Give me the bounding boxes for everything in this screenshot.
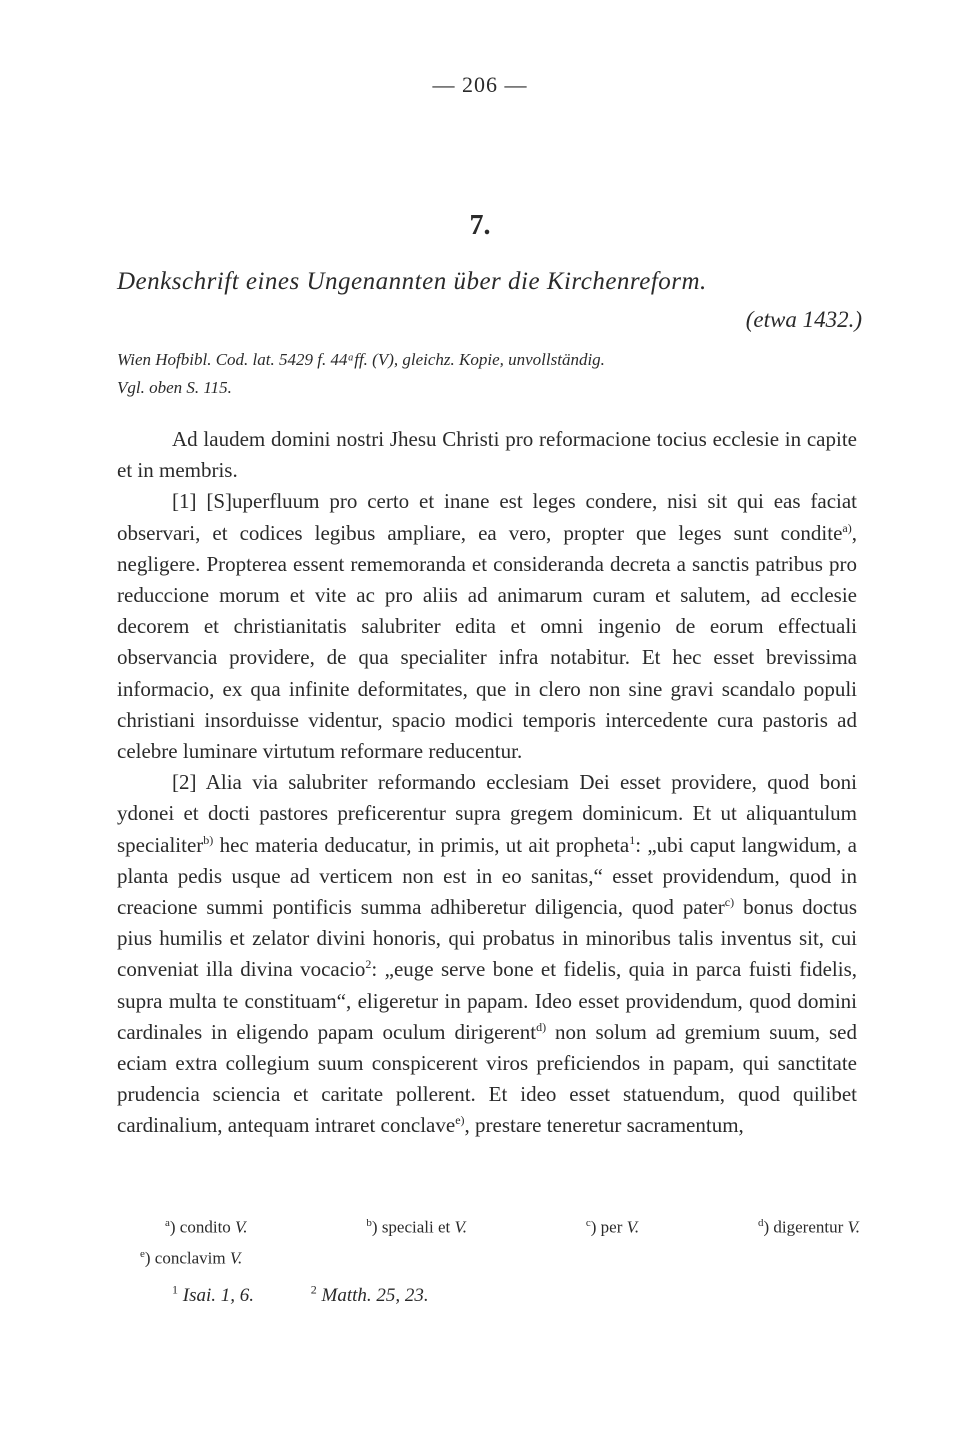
footnote-row-2 (140, 1241, 860, 1272)
p2-text-b: hec materia deducatur, in primis, ut ait propheta (213, 832, 630, 857)
page-number: — 206 — (432, 72, 528, 97)
reference-footnotes (172, 1283, 481, 1307)
footnote-a-source: V. (235, 1217, 248, 1237)
p2-text-f: non solum ad gremium suum, sed eciam extra collegium suum conspicerent viros preficiendos in papam, qui sanctitate prudencia sciencia et caritate pollerent. Et ideo esset statuendum, quod quilibet cardinalium, antequam intraret conclave (117, 1019, 857, 1138)
footnote-a-text: ) condito (169, 1217, 236, 1237)
source-note (117, 346, 867, 402)
reference-1-text: Isai. 1, 6. (178, 1285, 254, 1307)
reference-2-text: Matth. 25, 23. (316, 1285, 429, 1307)
footnote-mark-d: d) (536, 1019, 547, 1034)
document-date: (etwa 1432.) (745, 307, 862, 332)
p1-text-b: , negligere. Propterea essent rememoranda et consideranda decreta a sanctis patribus pro reduccione morum et vite ac pro aliis ad animarum curam et salutem, ad ecclesie decorem et christianitatis salubriter edita et omni ingenio de eorum effectuali observancia providere, de qua specialiter infra notabitur. Et hec esset brevissima informacio, ex qua infinite deformitates, que in clero non sine gravi scandalo populi christiani insorduisse videntur, spacio modici temporis intercedente cura pastoris ad celebre luminare virtutum reformare reducentur. (117, 520, 857, 764)
footnote-c-text: ) per (590, 1217, 627, 1237)
document-number: 7. (469, 210, 491, 241)
paragraph-1 (117, 486, 857, 767)
footnote-d (758, 1210, 860, 1241)
reference-mark-1: 1 (629, 832, 636, 847)
reference-1 (172, 1285, 254, 1306)
reference-mark-2: 2 (365, 957, 372, 972)
footnote-b-source: V. (454, 1217, 467, 1237)
footnote-d-text: ) digerentur (763, 1217, 848, 1237)
footnote-d-source: V. (847, 1217, 860, 1237)
p2-text-e: : „euge serve bone et fidelis, quia in parca fuisti fidelis, supra multa te constituam“, eligeretur in papam. Ideo esset providendum, quod domini cardinales in eligendo papam oculum dirigerent (117, 957, 857, 1044)
footnote-c-source: V. (626, 1217, 640, 1237)
body-text (117, 424, 857, 1142)
reference-2 (311, 1285, 429, 1306)
footnote-d-mark: d (758, 1217, 764, 1229)
footnote-e (140, 1241, 242, 1272)
footnote-b (366, 1210, 467, 1241)
footnote-e-mark: e (140, 1247, 145, 1260)
footnote-e-text: ) conclavim (144, 1248, 230, 1268)
p2-text-a: [2] Alia via salubriter reformando ecclesiam Dei esset providere, quod boni ydonei et docti pastores preficerentur supra gregem dominicum. Et ut aliquantulum specialiter (117, 770, 857, 857)
source-line-1: Wien Hofbibl. Cod. lat. 5429 f. 44ᵃff. (V), gleichz. Kopie, unvollständig. (117, 350, 605, 369)
footnote-a (165, 1210, 248, 1241)
document-title: Denkschrift eines Ungenannten über die Kirchenreform. (117, 268, 707, 295)
reference-2-mark: 2 (310, 1283, 317, 1297)
footnote-mark-a: a) (842, 520, 852, 535)
p2-text-g: , prestare teneretur sacramentum, (464, 1113, 744, 1138)
p2-text-d: bonus doctus pius humilis et zelator divini honoris, qui probatus in minoribus talis inventus sit, cui conveniat illa divina vocacio (117, 895, 857, 982)
footnote-row-1 (140, 1210, 860, 1241)
textual-footnotes (140, 1210, 860, 1271)
p1-text-a: [1] [S]uperfluum pro certo et inane est leges condere, nisi sit qui eas faciat observari, et codices legibus ampliare, ea vero, propter que leges sunt condite (117, 489, 857, 545)
footnote-e-source: V. (229, 1248, 243, 1268)
footnote-mark-c: c) (724, 895, 735, 910)
footnote-b-mark: b (366, 1217, 372, 1229)
footnote-mark-e: e) (455, 1113, 465, 1128)
footnote-c (586, 1210, 639, 1241)
intro-paragraph: Ad laudem domini nostri Jhesu Christi pro reformacione tocius ecclesie in capite et in membris. (117, 427, 857, 483)
p2-text-c: : „ubi caput langwidum, a planta pedis usque ad verticem non est in eo sanitas,“ esset providendum, quod in creacione summi pontificis summa adhiberetur diligencia, quod pater (117, 832, 857, 920)
footnote-c-mark: c (585, 1217, 591, 1229)
paragraph-2 (117, 767, 857, 1141)
footnote-mark-b: b) (203, 832, 214, 847)
source-line-2: Vgl. oben S. 115. (117, 378, 232, 397)
footnote-a-mark: a (165, 1217, 170, 1229)
reference-1-mark: 1 (172, 1283, 178, 1297)
footnote-b-text: ) speciali et (371, 1217, 455, 1237)
